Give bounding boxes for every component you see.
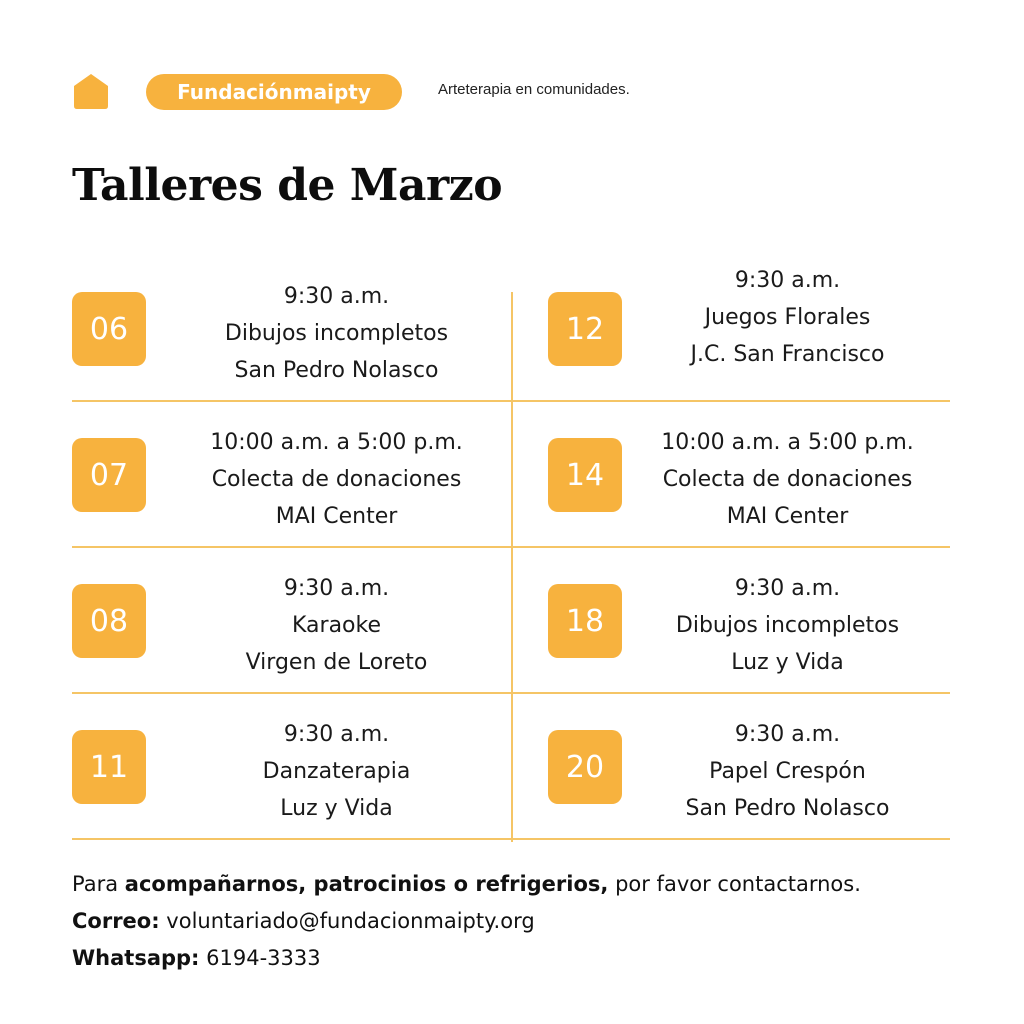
workshop-item	[72, 402, 511, 548]
workshop-time: 9:30 a.m.	[734, 722, 841, 747]
workshop-place: Virgen de Loreto	[245, 650, 428, 675]
workshop-place: San Pedro Nolasco	[685, 796, 890, 821]
workshop-activity: Juegos Florales	[704, 305, 871, 330]
page-title: Talleres de Marzo	[72, 160, 503, 211]
workshop-place: MAI Center	[275, 504, 398, 529]
workshop-time: 10:00 a.m. a 5:00 p.m.	[210, 430, 463, 455]
workshop-item	[511, 694, 950, 840]
workshop-item	[511, 256, 950, 402]
workshop-time: 9:30 a.m.	[734, 576, 841, 601]
intro-text-end: por favor contactarnos.	[608, 872, 861, 896]
workshop-info	[162, 278, 511, 389]
date-badge: 20	[548, 730, 622, 804]
workshop-time: 10:00 a.m. a 5:00 p.m.	[661, 430, 914, 455]
date-badge: 14	[548, 438, 622, 512]
workshop-time: 9:30 a.m.	[734, 268, 841, 293]
date-badge: 11	[72, 730, 146, 804]
workshop-place: San Pedro Nolasco	[234, 358, 439, 383]
date-badge: 07	[72, 438, 146, 512]
workshop-activity: Danzaterapia	[262, 759, 411, 784]
whatsapp-line	[72, 940, 972, 977]
workshop-place: J.C. San Francisco	[690, 342, 885, 367]
workshop-item	[511, 402, 950, 548]
contact-intro	[72, 866, 972, 903]
tagline: Arteterapia en comunidades.	[438, 81, 630, 98]
brand-badge: Fundaciónmaipty	[146, 74, 402, 110]
workshop-time: 9:30 a.m.	[283, 284, 390, 309]
whatsapp-number[interactable]: 6194-3333	[199, 946, 321, 970]
date-badge: 08	[72, 584, 146, 658]
workshop-activity: Colecta de donaciones	[211, 467, 462, 492]
workshop-item	[72, 256, 511, 402]
workshop-info	[625, 424, 950, 535]
workshop-time: 9:30 a.m.	[283, 576, 390, 601]
whatsapp-label: Whatsapp:	[72, 946, 200, 970]
workshop-activity: Dibujos incompletos	[224, 321, 449, 346]
workshop-activity: Papel Crespón	[709, 759, 866, 784]
workshop-info	[625, 570, 950, 681]
home-icon	[72, 72, 110, 110]
workshop-time: 9:30 a.m.	[283, 722, 390, 747]
workshop-activity: Colecta de donaciones	[662, 467, 913, 492]
workshop-item	[72, 694, 511, 840]
workshop-item	[511, 548, 950, 694]
workshop-place: Luz y Vida	[280, 796, 393, 821]
workshop-info	[625, 716, 950, 827]
email-label: Correo:	[72, 909, 160, 933]
email-line	[72, 903, 972, 940]
email-address[interactable]: voluntariado@fundacionmaipty.org	[159, 909, 535, 933]
workshop-info	[162, 716, 511, 827]
workshop-place: MAI Center	[726, 504, 849, 529]
workshop-place: Luz y Vida	[731, 650, 844, 675]
workshop-grid	[72, 256, 950, 842]
workshop-info	[162, 570, 511, 681]
date-badge: 12	[548, 292, 622, 366]
header	[72, 72, 952, 112]
workshop-info	[625, 262, 950, 373]
contact-footer	[72, 866, 972, 977]
intro-bold-text: acompañarnos, patrocinios o refrigerios,	[124, 872, 609, 896]
intro-text: Para	[72, 872, 125, 896]
workshop-item	[72, 548, 511, 694]
workshop-activity: Dibujos incompletos	[675, 613, 900, 638]
workshop-info	[162, 424, 511, 535]
date-badge: 06	[72, 292, 146, 366]
date-badge: 18	[548, 584, 622, 658]
workshop-activity: Karaoke	[292, 613, 381, 638]
